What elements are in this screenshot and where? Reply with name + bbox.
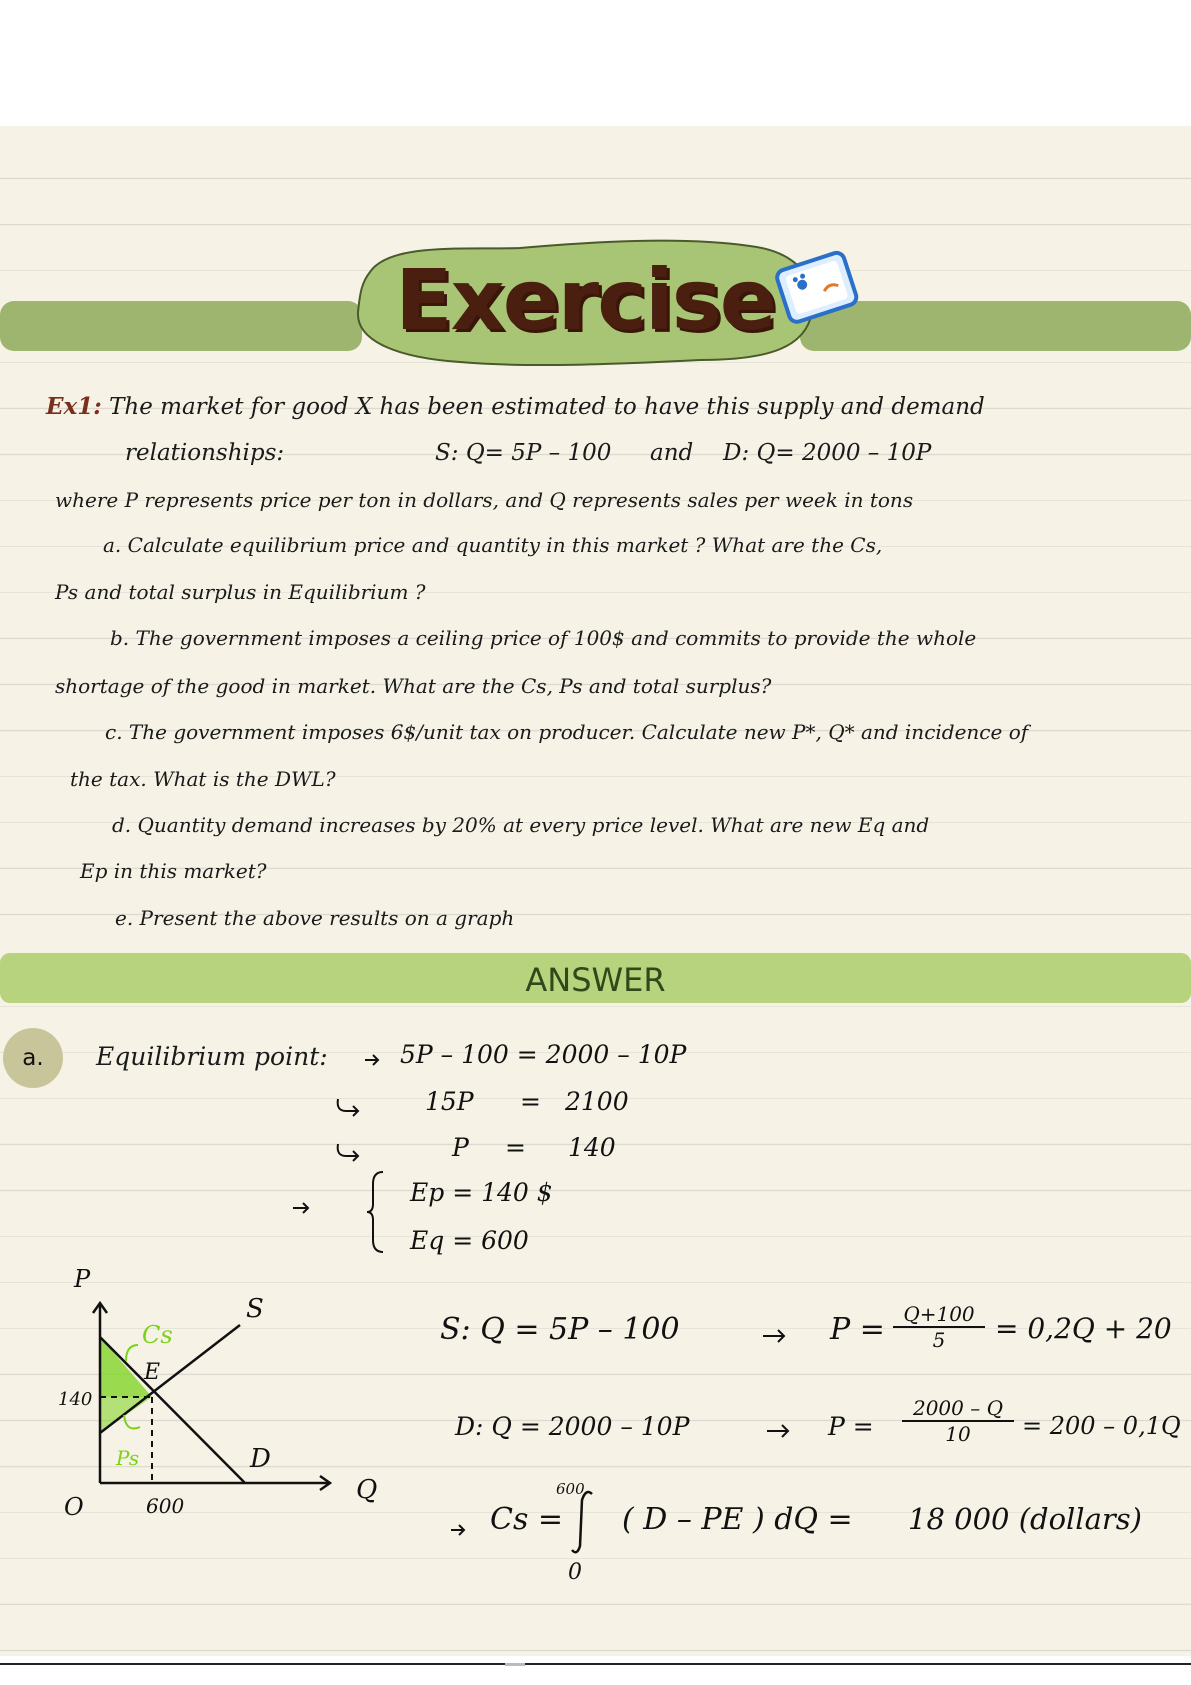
intro-text: The market for good X has been estimated to have this supply and demand [109,394,985,420]
equivalent-arrow-icon [334,1095,362,1119]
title-bar-left [0,301,362,351]
result-quantity: Eq = 600 [410,1226,529,1255]
question-e-line-1: e. Present the above results on a graph [115,906,515,930]
price-axis-label: P [74,1265,91,1293]
result-price: Ep = 140 $ [410,1178,553,1207]
supply-demand-graph [40,1265,400,1530]
supply-inverse-p: P = [830,1312,885,1347]
consumer-surplus-lhs: Cs = [490,1502,564,1537]
equivalent-arrow-icon [334,1140,362,1164]
system-brace [365,1170,387,1254]
tablet-sticker-icon [768,248,868,328]
question-a-line-1: a. Calculate equilibrium price and quantity in this market ? What are the Cs, [103,533,883,557]
footer-marker [505,1663,525,1666]
question-c-line-2: the tax. What is the DWL? [70,767,336,791]
where-line: where P represents price per ton in dollars, and Q represents sales per week in tons [55,488,914,512]
step-2-lhs: 15P [425,1087,474,1116]
supply-equation-answer: S: Q = 5P – 100 [440,1312,680,1347]
demand-equation: D: Q= 2000 – 10P [723,440,932,466]
supply-inverse-numerator: Q+100 [893,1302,985,1328]
integral-upper-bound: 600 [556,1480,585,1498]
implies-arrow-icon [764,1421,794,1441]
step-3-rhs: 140 [568,1133,616,1162]
answer-heading: ANSWER [525,961,666,999]
supply-curve-label: S [246,1294,264,1324]
demand-inverse-denominator: 10 [945,1422,971,1446]
question-b-line-1: b. The government imposes a ceiling price of 100$ and commits to provide the whole [110,626,977,650]
demand-equation-answer: D: Q = 2000 – 10P [455,1412,690,1441]
implies-arrow-icon [362,1050,382,1070]
demand-curve-label: D [250,1444,271,1474]
exercise-label: Ex1: [46,393,102,420]
producer-surplus-label: Ps [116,1446,140,1470]
supply-inverse-result: = 0,2Q + 20 [995,1312,1172,1345]
and-word: and [650,440,694,466]
implies-arrow-icon [290,1198,314,1218]
demand-inverse-numerator: 2000 – Q [902,1396,1014,1422]
quantity-axis-label: Q [356,1475,378,1505]
supply-inverse-fraction [893,1302,985,1352]
cs-pointer [126,1345,138,1361]
step-2-equals: = [520,1087,541,1116]
supply-inverse-denominator: 5 [932,1328,946,1352]
step-2-rhs: 2100 [565,1087,629,1116]
exercise-line-1 [46,393,985,420]
ps-pointer [124,1415,140,1429]
question-a-line-2: Ps and total surplus in Equilibrium ? [55,580,426,604]
relationships-label: relationships: [125,440,285,466]
part-a-badge: a. [3,1028,63,1088]
consumer-surplus-result: 18 000 (dollars) [908,1502,1142,1536]
question-d-line-2: Ep in this market? [80,859,267,883]
demand-inverse-result: = 200 – 0,1Q [1022,1412,1181,1440]
footer-divider [0,1663,1191,1665]
demand-inverse-p: P = [828,1412,874,1441]
consumer-surplus-label: Cs [142,1321,173,1349]
supply-equation: S: Q= 5P – 100 [435,440,612,466]
question-d-line-1: d. Quantity demand increases by 20% at every price level. What are new Eq and [112,813,930,837]
equilibrium-step-1: 5P – 100 = 2000 – 10P [400,1040,687,1069]
integral-expression: ( D – PE ) dQ = [622,1502,853,1537]
implies-arrow-icon [448,1522,470,1538]
price-tick-label: 140 [58,1389,93,1410]
step-3-lhs: P [452,1133,469,1162]
implies-arrow-icon [760,1326,790,1346]
integral-lower-bound: 0 [568,1560,582,1585]
question-b-line-2: shortage of the good in market. What are the Cs, Ps and total surplus? [55,674,772,698]
equilibrium-point-marker: E [144,1360,161,1385]
equilibrium-point-label: Equilibrium point: [96,1042,328,1071]
question-c-line-1: c. The government imposes 6$/unit tax on producer. Calculate new P*, Q* and incidence of [105,720,1029,744]
step-3-equals: = [505,1133,526,1162]
integral-sign-icon [570,1488,598,1558]
demand-inverse-fraction [902,1396,1014,1446]
page-title: Exercise [395,251,775,349]
origin-label: O [64,1493,84,1521]
quantity-tick-label: 600 [146,1494,185,1518]
